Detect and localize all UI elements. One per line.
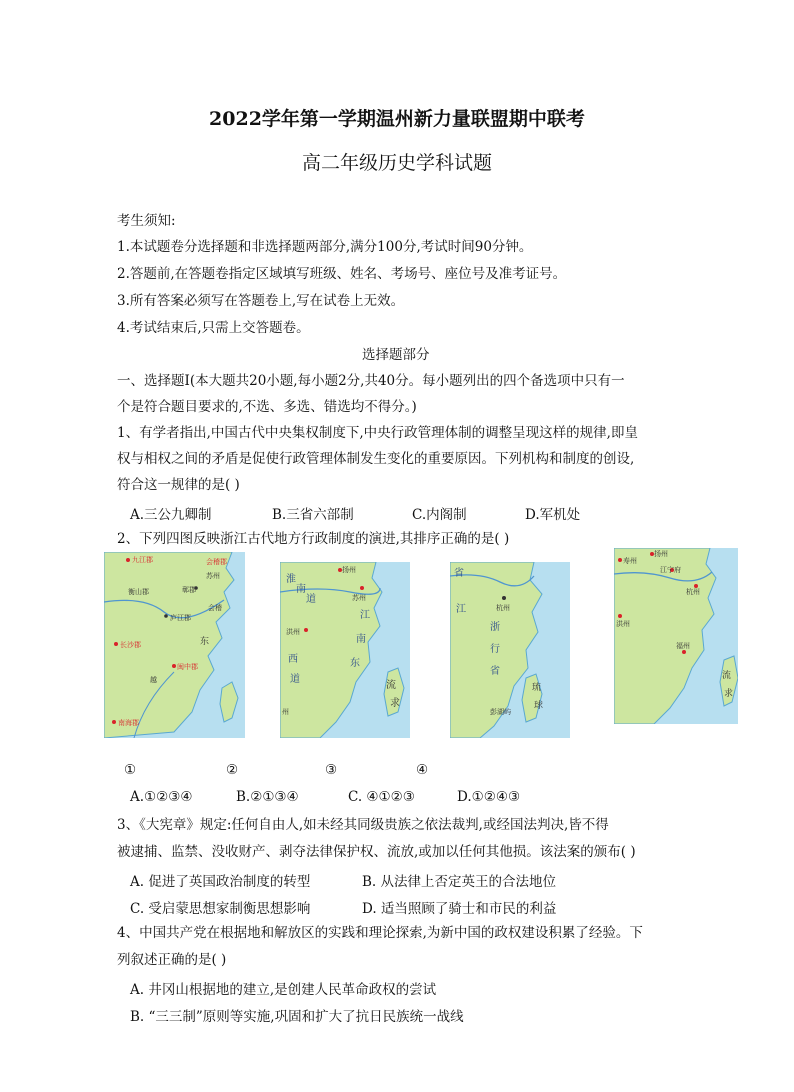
map-1 — [104, 552, 245, 738]
map-label: 省 — [454, 568, 464, 579]
map-label: 东 — [350, 658, 360, 669]
exam-title: 2022学年第一学期温州新力量联盟期中联考 — [209, 108, 585, 130]
map-label: 南海郡 — [118, 719, 139, 727]
map-label: 衡山郡 — [128, 588, 149, 596]
map-label: 扬州 — [342, 566, 356, 574]
q3-stem: 被逮捕、监禁、没收财产、剥夺法律保护权、流放,或加以任何其他损。该法案的颁布( ) — [117, 844, 636, 860]
q2-option-d: D.①②④③ — [457, 789, 521, 805]
map-label: 苏州 — [206, 572, 220, 580]
map-label: 道 — [306, 594, 316, 605]
map-label: 杭州 — [686, 588, 700, 596]
map-label: 鄣郡 — [182, 586, 196, 594]
map-label: 南 — [296, 584, 306, 595]
q3-option-d: D. 适当照顾了骑士和市民的利益 — [362, 901, 557, 917]
map-label: 求 — [390, 698, 400, 709]
map-label: 会稽郡 — [206, 558, 227, 566]
map-label: 求 — [724, 689, 734, 699]
q1-option-a: A.三公九卿制 — [130, 507, 212, 523]
section-title: 选择题部分 — [362, 347, 430, 363]
map-label: 长沙郡 — [120, 641, 141, 649]
map-number: ③ — [325, 762, 338, 778]
q1-stem: 1、有学者指出,中国古代中央集权制度下,中央行政管理体制的调整呈现这样的规律,即皇 — [117, 425, 638, 441]
map-label: 浙 — [490, 622, 500, 633]
map-label: 流 — [386, 680, 396, 691]
map-label: 行 — [490, 644, 500, 655]
map-label: 杭州 — [496, 604, 510, 612]
q2-stem: 2、下列四图反映浙江古代地方行政制度的演进,其排序正确的是( ) — [117, 531, 510, 547]
map-label: 苏州 — [352, 594, 366, 602]
map-label: 洪州 — [286, 628, 300, 636]
map-4 — [614, 548, 738, 724]
notice-item: 2.答题前,在答题卷指定区域填写班级、姓名、考场号、座位号及准考证号。 — [117, 266, 567, 282]
q1-option-c: C.内阁制 — [412, 507, 467, 523]
map-label: 扬州 — [654, 550, 668, 558]
map-label: 闽中郡 — [177, 663, 198, 671]
map-label: 道 — [290, 674, 300, 685]
map-label: 西 — [288, 654, 298, 665]
q4-option-b: B. “三三制”原则等实施,巩固和扩大了抗日民族统一战线 — [130, 1009, 464, 1025]
section-intro: 个是符合题目要求的,不选、多选、错选均不得分。) — [117, 399, 417, 415]
notice-item: 1.本试题卷分选择题和非选择题两部分,满分100分,考试时间90分钟。 — [117, 239, 533, 255]
q1-stem: 权与相权之间的矛盾是促使行政管理体制发生变化的重要原因。下列机构和制度的创设, — [117, 451, 635, 467]
q4-stem: 列叙述正确的是( ) — [117, 952, 227, 968]
map-label: 江 — [456, 604, 466, 615]
q1-option-b: B.三省六部制 — [272, 507, 354, 523]
q3-option-b: B. 从法律上否定英王的合法地位 — [362, 874, 557, 890]
notice-item: 3.所有答案必须写在答题卷上,写在试卷上无效。 — [117, 293, 405, 309]
map-number: ② — [226, 762, 239, 778]
map-label: 江 — [360, 610, 370, 621]
map-label: 省 — [490, 666, 500, 677]
map-label: 寿州 — [623, 557, 637, 565]
q3-stem: 3、《大宪章》规定:任何自由人,如未经其同级贵族之依法裁判,或经国法判决,皆不得 — [117, 817, 609, 833]
q1-option-d: D.军机处 — [525, 507, 581, 523]
map-label: 江宁府 — [660, 566, 681, 574]
map-label: 琉 — [532, 683, 542, 693]
map-2 — [280, 562, 410, 738]
map-number: ④ — [416, 762, 429, 778]
map-label: 淮 — [286, 574, 296, 585]
map-label: 庐江郡 — [170, 614, 191, 622]
exam-subtitle: 高二年级历史学科试题 — [301, 152, 492, 174]
q2-option-c: C. ④①②③ — [348, 789, 415, 805]
q2-option-b: B.②①③④ — [236, 789, 299, 805]
q3-option-a: A. 促进了英国政治制度的转型 — [130, 874, 311, 890]
section-intro: 一、选择题I(本大题共20小题,每小题2分,共40分。每小题列出的四个备选项中只有一 — [117, 373, 625, 389]
q3-option-c: C. 受启蒙思想家制衡思想影响 — [130, 901, 311, 917]
q4-option-a: A. 井冈山根据地的建立,是创建人民革命政权的尝试 — [130, 982, 437, 998]
map-label: 流 — [722, 671, 732, 681]
map-label: 洪州 — [616, 620, 630, 628]
map-3 — [450, 562, 570, 738]
notice-item: 4.考试结束后,只需上交答题卷。 — [117, 320, 310, 336]
q4-stem: 4、中国共产党在根据地和解放区的实践和理论探索,为新中国的政权建设积累了经验。下 — [117, 925, 643, 941]
map-number: ① — [124, 762, 137, 778]
map-label: 东 — [200, 637, 210, 647]
map-label: 会稽 — [208, 604, 222, 612]
map-label: 越 — [150, 676, 157, 684]
map-label: 福州 — [676, 642, 690, 650]
map-label: 球 — [534, 701, 544, 711]
notice-heading: 考生须知: — [117, 213, 176, 229]
map-label: 彭湖屿 — [490, 708, 511, 716]
q2-option-a: A.①②③④ — [130, 789, 193, 805]
map-label: 州 — [282, 708, 289, 716]
map-label: 九江郡 — [132, 556, 153, 564]
q1-stem: 符合这一规律的是( ) — [117, 477, 240, 493]
map-label: 南 — [356, 634, 366, 645]
